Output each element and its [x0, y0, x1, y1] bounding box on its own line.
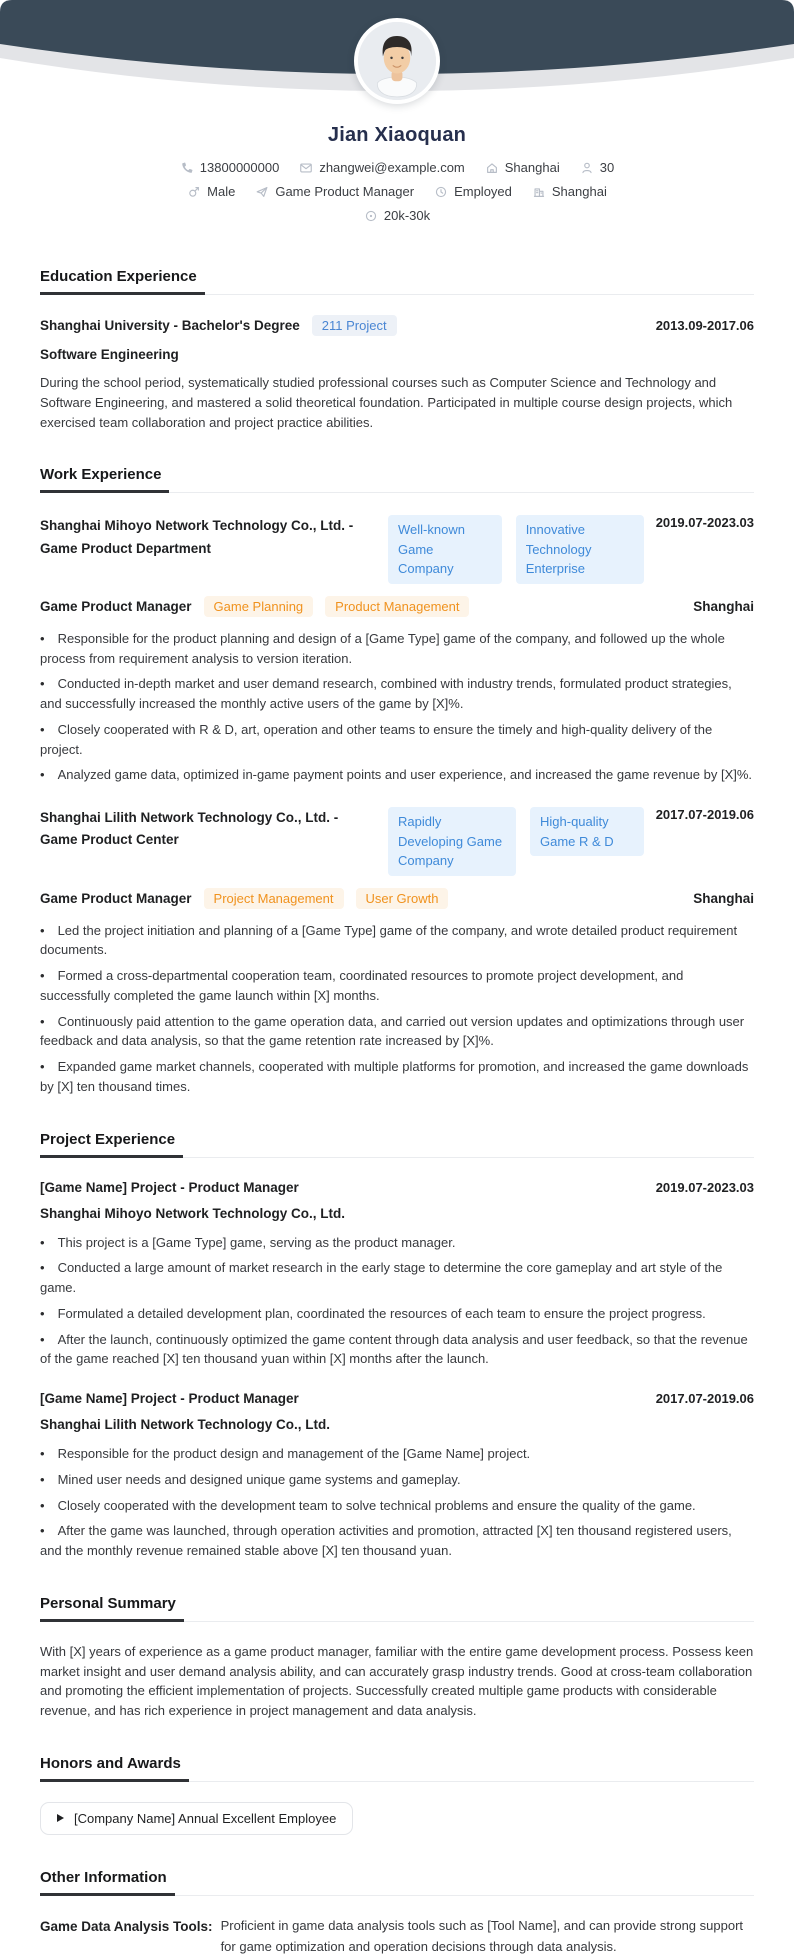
project-date: 2019.07-2023.03 — [655, 1179, 754, 1195]
work-bullet: • Conducted in-depth market and user demand research, combined with industry trends, formulated product strategies, and successfully increased the monthly active users of the game by [X]%. — [40, 674, 754, 714]
section-other — [40, 1869, 754, 1957]
section-work — [40, 466, 754, 1096]
school-badge: 211 Project — [312, 315, 397, 336]
section-title-summary: Personal Summary — [40, 1595, 754, 1622]
resume-body — [0, 268, 794, 1957]
company-badge: Well-known Game Company — [388, 515, 502, 584]
work-role-row — [40, 888, 754, 909]
work-entry — [40, 807, 754, 1097]
work-entry-header — [40, 807, 754, 876]
school-name: Shanghai University - Bachelor's Degree — [40, 318, 300, 333]
section-title-projects: Project Experience — [40, 1131, 754, 1158]
project-entry-header — [40, 1391, 754, 1406]
phone-value: 13800000000 — [199, 160, 280, 175]
age-icon — [580, 161, 594, 175]
role-title: Game Product Manager — [40, 890, 192, 906]
education-date: 2013.09-2017.06 — [655, 318, 754, 333]
work-bullet: • Formed a cross-departmental cooperation team, coordinated resources to promote project development, and successfully completed the game launch within [X] months. — [40, 966, 754, 1006]
section-education — [40, 268, 754, 432]
email-value: zhangwei@example.com — [319, 160, 465, 175]
project-name: [Game Name] Project - Product Manager — [40, 1391, 299, 1406]
location-icon — [485, 161, 499, 175]
role-tag: Product Management — [325, 596, 469, 617]
salary-icon — [364, 209, 378, 223]
project-bullet: • Mined user needs and designed unique game systems and gameplay. — [40, 1470, 754, 1490]
work-date: 2017.07-2019.06 — [655, 807, 754, 822]
project-bullet: • Responsible for the product design and management of the [Game Name] project. — [40, 1444, 754, 1464]
person-name: Jian Xiaoquan — [327, 124, 467, 146]
work-bullet: • Led the project initiation and planning of a [Game Type] game of the company, and wrote detailed product requirement documents. — [40, 921, 754, 961]
city-value: Shanghai — [551, 184, 607, 199]
contact-phone — [180, 160, 280, 175]
contact-info — [0, 160, 794, 223]
section-summary — [40, 1595, 754, 1721]
city-icon — [532, 185, 546, 199]
work-bullet: • Continuously paid attention to the game operation data, and carried out version updates and optimizations through user feedback and data analysis, so that the game retention rate increased by [X]%. — [40, 1012, 754, 1052]
section-title-education: Education Experience — [40, 268, 754, 295]
contact-age — [580, 160, 614, 175]
email-icon — [299, 161, 313, 175]
section-title-honors: Honors and Awards — [40, 1755, 754, 1782]
project-company: Shanghai Mihoyo Network Technology Co., Ltd. — [40, 1205, 346, 1221]
project-bullet: • Conducted a large amount of market research in the early stage to determine the core gameplay and art style of the game. — [40, 1258, 754, 1298]
company-badges — [376, 515, 644, 584]
honor-label: [Company Name] Annual Excellent Employee — [74, 1810, 337, 1826]
project-bullet: • After the game was launched, through operation activities and promotion, attracted [X] ten thousand registered users, and the monthly revenue remained stable above [X] ten thousand yuan. — [40, 1521, 754, 1561]
other-info-label: Game Data Analysis Tools: — [40, 1918, 213, 1934]
contact-job-title — [255, 184, 414, 199]
section-title-other: Other Information — [40, 1869, 754, 1896]
location-value: Shanghai — [504, 160, 560, 175]
work-entry — [40, 515, 754, 785]
gender-icon — [187, 185, 201, 199]
section-honors — [40, 1755, 754, 1835]
summary-text: With [X] years of experience as a game product manager, familiar with the entire game development process. Possess keen market insight and user demand analysis ability, and can accurately grasp industry trends. Good at cross-team collaboration and promoting the efficient implementation of projects. Successfully created multiple game products with considerable revenue, and has rich experience in project management and data analysis. — [40, 1643, 754, 1718]
education-major: Software Engineering — [40, 347, 179, 362]
education-entry-header — [40, 315, 754, 336]
avatar — [354, 18, 440, 104]
work-bullet: • Closely cooperated with R & D, art, operation and other teams to ensure the timely and high-quality delivery of the project. — [40, 720, 754, 760]
education-school-line — [40, 315, 397, 336]
project-entry — [40, 1180, 754, 1370]
salary-value: 20k-30k — [383, 208, 431, 223]
section-title-work: Work Experience — [40, 466, 754, 493]
job-icon — [255, 185, 269, 199]
contact-salary — [364, 208, 430, 223]
contact-employment-status — [434, 184, 512, 199]
status-icon — [434, 185, 448, 199]
contact-gender — [187, 184, 235, 199]
work-location: Shanghai — [693, 598, 754, 614]
work-date: 2019.07-2023.03 — [655, 515, 754, 531]
project-company: Shanghai Lilith Network Technology Co., Ltd. — [40, 1417, 330, 1432]
project-bullet: • This project is a [Game Type] game, serving as the product manager. — [40, 1233, 754, 1253]
company-name: Shanghai Mihoyo Network Technology Co., Ltd. - Game Product Department — [40, 518, 354, 556]
contact-row-3 — [364, 208, 430, 223]
role-title: Game Product Manager — [40, 598, 192, 614]
project-bullet: • After the launch, continuously optimized the game content through data analysis and user feedback, so that the revenue of the game reached [X] ten thousand yuan within [X] months after the launch. — [40, 1330, 754, 1370]
company-badge: High-quality Game R & D — [530, 807, 644, 856]
project-name: [Game Name] Project - Product Manager — [40, 1179, 299, 1195]
resume-header — [0, 0, 794, 234]
work-entry-header — [40, 515, 754, 584]
role-tag: User Growth — [356, 888, 449, 909]
section-projects — [40, 1131, 754, 1561]
project-entry-header — [40, 1180, 754, 1195]
expand-arrow-icon — [57, 1814, 64, 1822]
employment-status-value: Employed — [454, 184, 512, 199]
job-title-value: Game Product Manager — [275, 184, 415, 199]
company-badge: Rapidly Developing Game Company — [388, 807, 516, 876]
company-badge: Innovative Technology Enterprise — [516, 515, 644, 584]
company-badges — [376, 807, 644, 876]
project-entry — [40, 1391, 754, 1561]
project-bullet: • Formulated a detailed development plan, coordinated the resources of each team to ensure the project progress. — [40, 1304, 754, 1324]
work-bullet: • Responsible for the product planning and design of a [Game Type] game of the company, and followed up the whole process from requirement analysis to version iteration. — [40, 629, 754, 669]
role-tag: Game Planning — [204, 596, 314, 617]
work-role-row — [40, 596, 754, 617]
contact-city — [532, 184, 607, 199]
honor-item[interactable] — [40, 1802, 353, 1835]
contact-row-1 — [180, 160, 614, 175]
phone-icon — [180, 161, 194, 175]
project-date: 2017.07-2019.06 — [655, 1391, 754, 1406]
age-value: 30 — [599, 160, 615, 175]
project-bullet: • Closely cooperated with the development team to solve technical problems and ensure the quality of the game. — [40, 1496, 754, 1516]
contact-location — [485, 160, 560, 175]
role-tag: Project Management — [204, 888, 344, 909]
gender-value: Male — [207, 184, 236, 199]
contact-row-2 — [187, 184, 607, 199]
company-name: Shanghai Lilith Network Technology Co., Ltd. - Game Product Center — [40, 810, 339, 848]
other-info-text: Proficient in game data analysis tools such as [Tool Name], and can provide strong support for game optimization and operation decisions through data analysis. — [220, 1917, 744, 1954]
contact-email — [299, 160, 464, 175]
work-bullet: • Expanded game market channels, cooperated with multiple platforms for promotion, and increased the game downloads by [X] ten thousand times. — [40, 1057, 754, 1097]
work-location: Shanghai — [693, 890, 754, 906]
education-description: During the school period, systematically studied professional courses such as Computer Science and Technology and Software Engineering, and mastered a solid theoretical foundation. Participated in multiple course design projects, which exercised team collaboration and project practice abilities. — [40, 375, 733, 430]
work-bullet: • Analyzed game data, optimized in-game payment points and user experience, and increased the game revenue by [X]%. — [40, 765, 754, 785]
other-info-row — [40, 1916, 754, 1957]
